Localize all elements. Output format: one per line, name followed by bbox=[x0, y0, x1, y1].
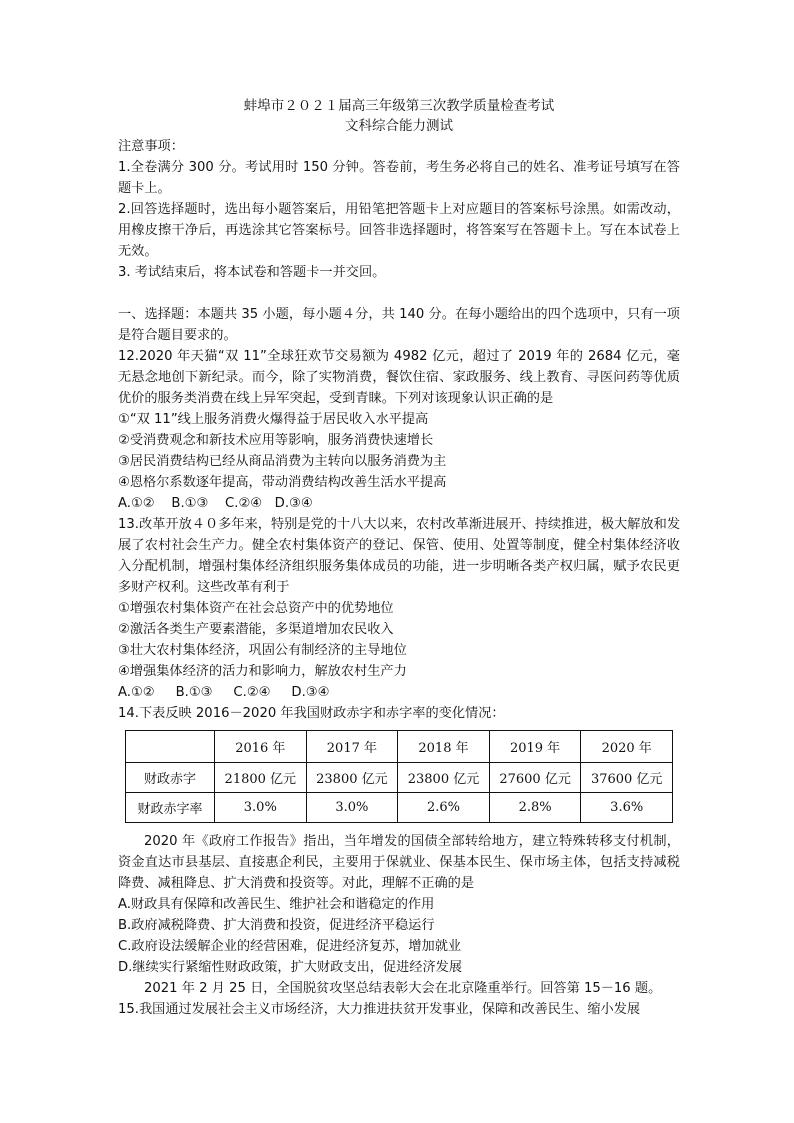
table-cell: 3.0% bbox=[215, 793, 307, 823]
notice-item: 3. 考试结束后，将本试卷和答题卡一并交回。 bbox=[118, 265, 386, 280]
question-15-lead: 2021 年 2 月 25 日，全国脱贫攻坚总结表彰大会在北京隆重举行。回答第 15－16 题。 bbox=[144, 981, 662, 996]
question-13-options: A.①② B.①③ C.②④ D.③④ bbox=[118, 685, 330, 700]
question-13-stem: 13.改革开放４０多年来，特别是党的十八大以来，农村改革渐进展开、持续推进，极大解放和发展了农村社会生产力。健全农村集体资产的登记、保管、使用、处置等制度，健全村集体经济收入分配机制，增强村集体经济组织服务集体成员的功能，进一步明晰各类产权归属，赋予农民更多财产权利。这些改革有利于 bbox=[118, 517, 680, 595]
question-14-option: C.政府设法缓解企业的经营困难，促进经济复苏，增加就业 bbox=[118, 939, 462, 954]
table-cell: 23800 亿元 bbox=[398, 763, 490, 793]
question-12-stem: 12.2020 年天猫“双 11”全球狂欢节交易额为 4982 亿元，超过了 2019 年的 2684 亿元，毫无悬念地创下新纪录。而今，除了实物消费，餐饮住宿、家政服务、线上教育、寻医问药等优质优价的服务类消费在线上异军突起，受到青睐。下列对该现象认识正确的是 bbox=[118, 349, 680, 406]
table-cell: 2.8% bbox=[489, 793, 581, 823]
table-cell: 3.0% bbox=[306, 793, 398, 823]
table-cell: 2.6% bbox=[398, 793, 490, 823]
deficit-table bbox=[125, 730, 673, 823]
question-12-options: A.①② B.①③ C.②④ D.③④ bbox=[118, 496, 313, 511]
question-13-item: ④增强集体经济的活力和影响力，解放农村生产力 bbox=[118, 664, 407, 679]
table-row bbox=[126, 763, 673, 793]
section-intro: 一、选择题：本题共 35 小题，每小题４分，共 140 分。在每小题给出的四个选项中，只有一项是符合题目要求的。 bbox=[118, 307, 680, 343]
question-13-item: ①增强农村集体资产在社会总资产中的优势地位 bbox=[118, 601, 394, 616]
notice-heading: 注意事项： bbox=[118, 139, 184, 154]
table-cell: 财政赤字 bbox=[126, 763, 215, 793]
notice-item: 1.全卷满分 300 分。考试用时 150 分钟。答卷前，考生务必将自己的姓名、准考证号填写在答题卡上。 bbox=[118, 160, 680, 196]
question-14-passage: 2020 年《政府工作报告》指出，当年增发的国债全部转给地方，建立特殊转移支付机制，资金直达市县基层、直接惠企利民，主要用于保就业、保基本民生、保市场主体，包括支持减税降费、减租降息、扩大消费和投资等。对此，理解不正确的是 bbox=[118, 834, 680, 891]
table-cell: 财政赤字率 bbox=[126, 793, 215, 823]
table-cell: 2020 年 bbox=[581, 731, 673, 763]
table-cell: 21800 亿元 bbox=[215, 763, 307, 793]
notice-item: 2.回答选择题时，选出每小题答案后，用铅笔把答题卡上对应题目的答案标号涂黑。如需改动，用橡皮擦干净后，再选涂其它答案标号。回答非选择题时，将答案写在答题卡上。写在本试卷上无效。 bbox=[118, 202, 680, 259]
question-12-item: ①“双 11”线上服务消费火爆得益于居民收入水平提高 bbox=[118, 412, 429, 427]
table-cell: 2016 年 bbox=[215, 731, 307, 763]
table-cell bbox=[126, 731, 215, 763]
question-15-stem: 15.我国通过发展社会主义市场经济，大力推进扶贫开发事业，保障和改善民生、缩小发展 bbox=[118, 1002, 641, 1017]
question-12-item: ④恩格尔系数逐年提高，带动消费结构改善生活水平提高 bbox=[118, 475, 447, 490]
table-cell: 3.6% bbox=[581, 793, 673, 823]
question-13-item: ②激活各类生产要素潜能，多渠道增加农民收入 bbox=[118, 622, 394, 637]
question-12-item: ②受消费观念和新技术应用等影响，服务消费快速增长 bbox=[118, 433, 434, 448]
question-14-option: D.继续实行紧缩性财政政策，扩大财政支出，促进经济发展 bbox=[118, 960, 463, 975]
table-header-row bbox=[126, 731, 673, 763]
table-cell: 37600 亿元 bbox=[581, 763, 673, 793]
table-cell: 27600 亿元 bbox=[489, 763, 581, 793]
table-cell: 23800 亿元 bbox=[306, 763, 398, 793]
question-14-intro: 14.下表反映 2016－2020 年我国财政赤字和赤字率的变化情况： bbox=[118, 706, 505, 721]
spacer bbox=[118, 283, 680, 304]
table-cell: 2018 年 bbox=[398, 731, 490, 763]
question-12-item: ③居民消费结构已经从商品消费为主转向以服务消费为主 bbox=[118, 454, 447, 469]
table-row bbox=[126, 793, 673, 823]
question-14-option: A.财政具有保障和改善民生、维护社会和谐稳定的作用 bbox=[118, 897, 435, 912]
exam-title: 蚌埠市２０２１届高三年级第三次教学质量检查考试 bbox=[243, 98, 555, 114]
exam-subtitle: 文科综合能力测试 bbox=[345, 118, 453, 134]
exam-page bbox=[118, 96, 680, 1020]
table-cell: 2019 年 bbox=[489, 731, 581, 763]
table-cell: 2017 年 bbox=[306, 731, 398, 763]
question-13-item: ③壮大农村集体经济，巩固公有制经济的主导地位 bbox=[118, 643, 407, 658]
question-14-option: B.政府减税降费、扩大消费和投资，促进经济平稳运行 bbox=[118, 918, 435, 933]
